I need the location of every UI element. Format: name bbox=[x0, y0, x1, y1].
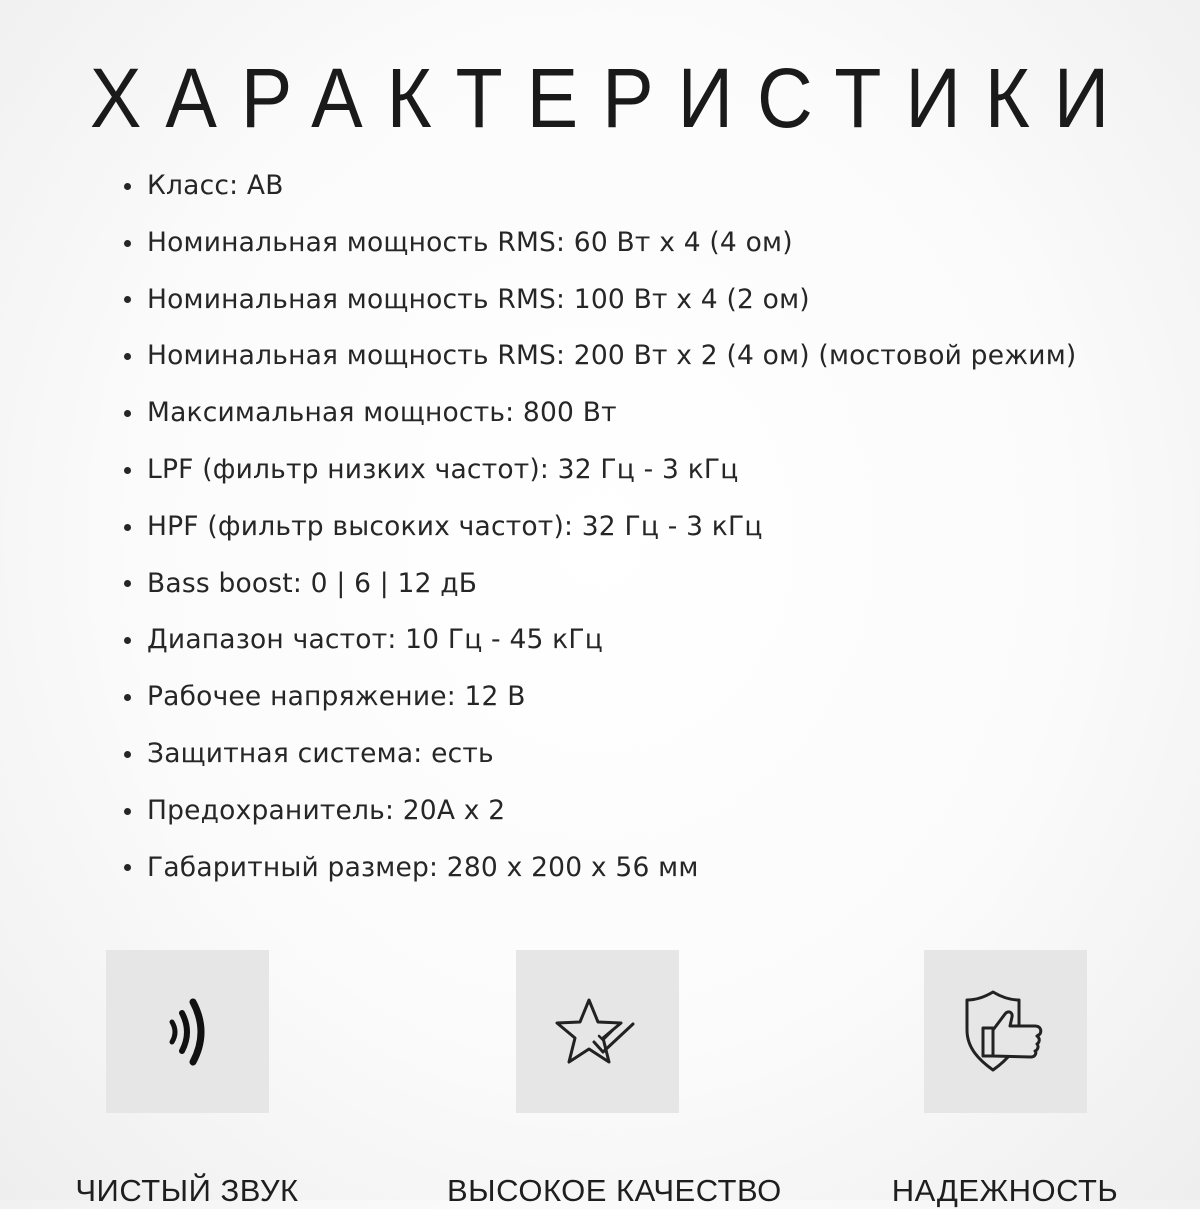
spec-text: Диапазон частот: 10 Гц - 45 кГц bbox=[147, 624, 603, 656]
bullet-icon bbox=[124, 410, 131, 417]
feature-icon-box bbox=[516, 950, 679, 1113]
feature-label: НАДЕЖНОСТЬ bbox=[891, 1173, 1119, 1208]
bullet-icon bbox=[124, 240, 131, 247]
spec-text: Рабочее напряжение: 12 В bbox=[147, 681, 526, 713]
spec-text: Bass boost: 0 | 6 | 12 дБ bbox=[147, 567, 478, 599]
spec-text: LPF (фильтр низких частот): 32 Гц - 3 кГц bbox=[147, 453, 739, 485]
spec-text: Защитная система: есть bbox=[147, 737, 494, 769]
spec-item-protection bbox=[124, 726, 1076, 783]
spec-list bbox=[124, 158, 1076, 896]
bullet-icon bbox=[124, 864, 131, 871]
feature-reliability bbox=[855, 950, 1155, 1209]
page-title-text: ХАРАКТЕРИСТИКИ bbox=[89, 51, 1134, 145]
bullet-icon bbox=[124, 524, 131, 531]
spec-item-frequency-range bbox=[124, 612, 1076, 669]
spec-item-lpf bbox=[124, 442, 1076, 499]
spec-item-rms-bridge bbox=[124, 328, 1076, 385]
bullet-icon bbox=[124, 694, 131, 701]
spec-item-fuse bbox=[124, 783, 1076, 840]
spec-text: HPF (фильтр высоких частот): 32 Гц - 3 кГц bbox=[147, 510, 763, 542]
spec-item-hpf bbox=[124, 499, 1076, 556]
spec-item-bass-boost bbox=[124, 556, 1076, 613]
star-check-icon bbox=[547, 982, 647, 1082]
feature-high-quality bbox=[447, 950, 782, 1209]
spec-text: Предохранитель: 20А х 2 bbox=[147, 794, 506, 826]
spec-text: Габаритный размер: 280 х 200 х 56 мм bbox=[147, 851, 699, 883]
shield-thumbs-up-icon bbox=[955, 982, 1055, 1082]
spec-item-max-power bbox=[124, 385, 1076, 442]
spec-text: Номинальная мощность RMS: 60 Вт х 4 (4 ом) bbox=[147, 226, 793, 258]
bullet-icon bbox=[124, 296, 131, 303]
spec-text: Номинальная мощность RMS: 100 Вт х 4 (2 ом) bbox=[147, 283, 810, 315]
feature-icon-box bbox=[924, 950, 1087, 1113]
spec-item-class bbox=[124, 158, 1076, 215]
spec-item-dimensions bbox=[124, 840, 1076, 897]
feature-icon-box bbox=[106, 950, 269, 1113]
sound-waves-icon bbox=[142, 987, 232, 1077]
bullet-icon bbox=[124, 580, 131, 587]
bullet-icon bbox=[124, 467, 131, 474]
bullet-icon bbox=[124, 183, 131, 190]
feature-clear-sound bbox=[37, 950, 337, 1209]
feature-label: ВЫСОКОЕ КАЧЕСТВО bbox=[447, 1173, 782, 1208]
spec-item-voltage bbox=[124, 669, 1076, 726]
bullet-icon bbox=[124, 353, 131, 360]
feature-label: ЧИСТЫЙ ЗВУК bbox=[75, 1173, 299, 1208]
bullet-icon bbox=[124, 637, 131, 644]
page-title bbox=[0, 28, 1200, 170]
feature-row bbox=[0, 950, 1200, 1208]
bullet-icon bbox=[124, 751, 131, 758]
spec-text: Максимальная мощность: 800 Вт bbox=[147, 397, 617, 429]
spec-item-rms-2ohm bbox=[124, 272, 1076, 329]
spec-text: Номинальная мощность RMS: 200 Вт х 2 (4 ом) (мостовой режим) bbox=[147, 340, 1077, 372]
spec-text: Класс: AB bbox=[147, 170, 284, 201]
bullet-icon bbox=[124, 808, 131, 815]
spec-item-rms-4ohm bbox=[124, 215, 1076, 272]
